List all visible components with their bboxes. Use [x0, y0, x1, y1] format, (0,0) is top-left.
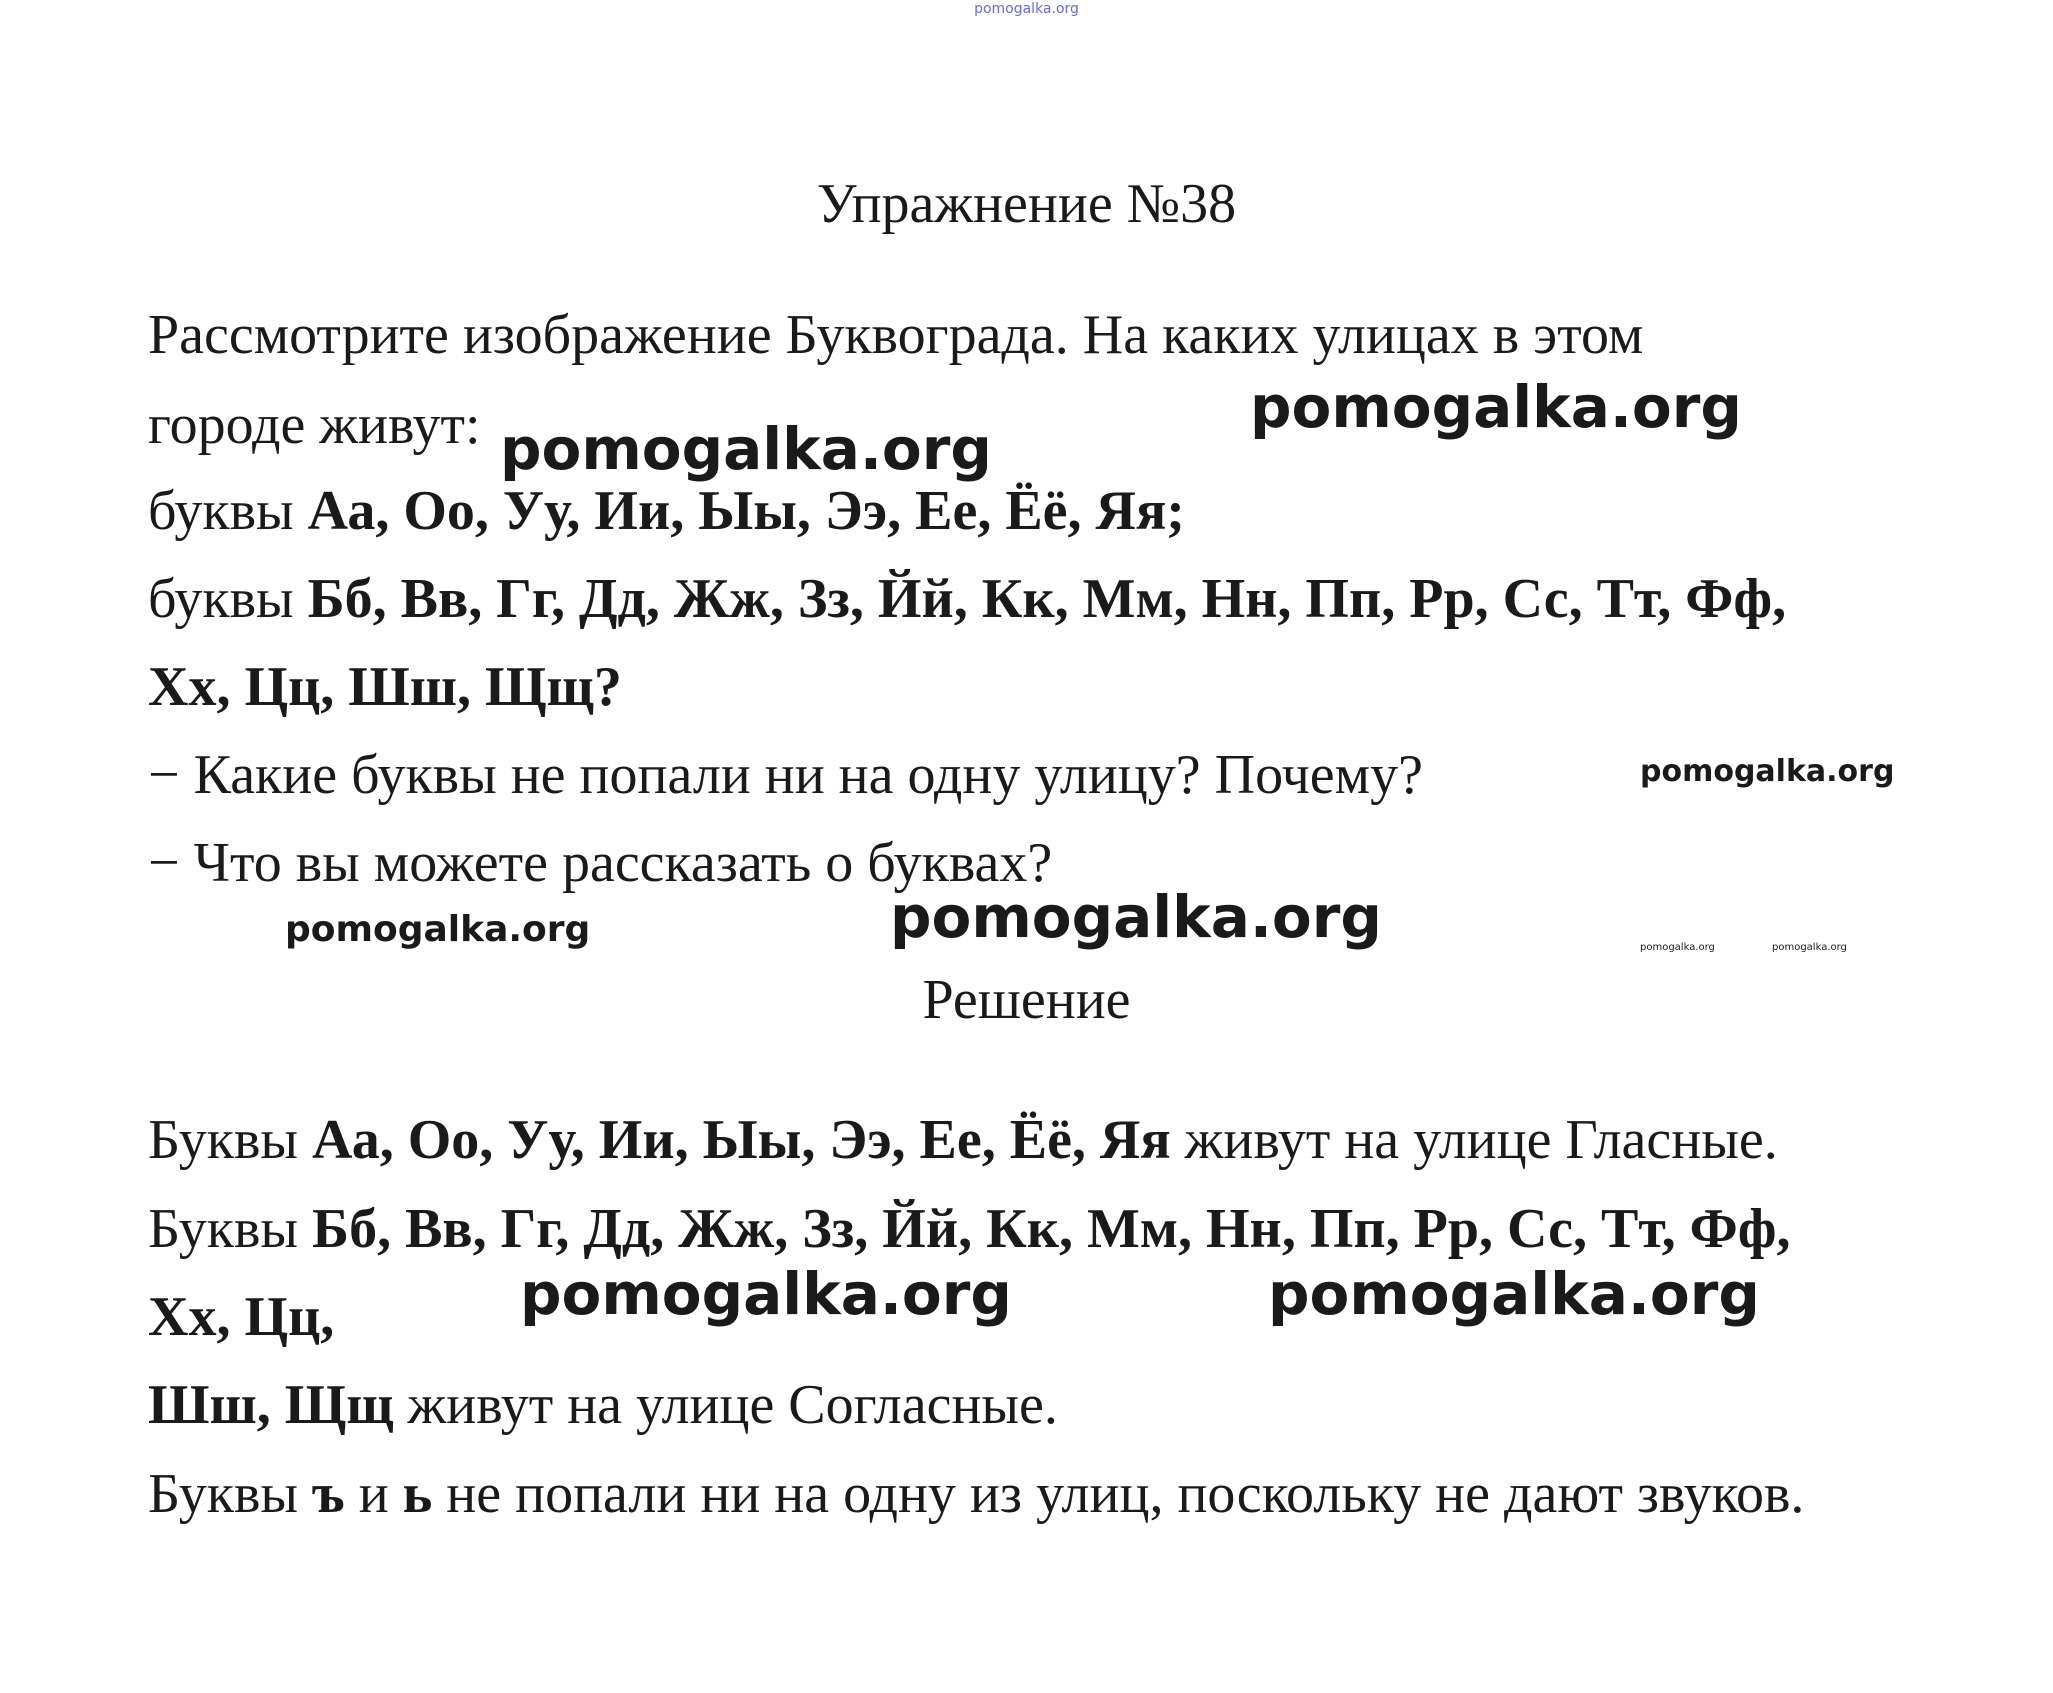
page-title: Упражнение №38 [816, 173, 1237, 235]
task-line-1: Рассмотрите изображение Буквограда. На каких улицах в этом [148, 304, 1644, 366]
task-consonants-list-1: Бб, Вв, Гг, Дд, Жж, Зз, Йй, Кк, Мм, Нн, Пп, Рр, Сс, Тт, Фф, [307, 568, 1787, 630]
watermark-7: pomogalka.org [1772, 942, 1847, 953]
watermark-6: pomogalka.org [1640, 942, 1715, 953]
watermark-3: pomogalka.org [1640, 754, 1895, 789]
task-question-2: − Что вы можете рассказать о буквах? [148, 832, 1053, 894]
solution-signs-prefix: Буквы [148, 1463, 313, 1525]
solution-vowels-suffix: живут на улице Гласные. [1170, 1109, 1778, 1171]
solution-consonants-line-3 [148, 1374, 1058, 1436]
watermark-4: pomogalka.org [285, 909, 591, 950]
hard-sign: ъ [312, 1463, 345, 1525]
watermark-8: pomogalka.org [520, 1260, 1012, 1328]
soft-sign: ь [402, 1463, 433, 1525]
solution-consonants-list-3: Шш, Щщ [148, 1374, 394, 1436]
watermark-1: pomogalka.org [1250, 373, 1742, 441]
solution-vowels-line [148, 1109, 1778, 1171]
solution-consonants-line-1 [148, 1198, 1791, 1260]
solution-vowels-prefix: Буквы [148, 1109, 313, 1171]
task-vowels-line [148, 480, 1185, 542]
task-vowels-list: Аа, Оо, Уу, Ии, Ыы, Ээ, Ее, Ёё, Яя; [307, 480, 1185, 542]
watermark-5: pomogalka.org [890, 883, 1382, 951]
watermark-2: pomogalka.org [500, 415, 992, 483]
task-question-1: − Какие буквы не попали ни на одну улицу? Почему? [148, 744, 1423, 806]
solution-signs-conj: и [344, 1463, 403, 1525]
solution-vowels-list: Аа, Оо, Уу, Ии, Ыы, Ээ, Ее, Ёё, Яя [312, 1109, 1171, 1171]
header-watermark: pomogalka.org [974, 1, 1079, 17]
solution-consonants-list-2: Хх, Цц, [148, 1286, 335, 1348]
solution-signs-suffix: не попали ни на одну из улиц, поскольку не дают звуков. [432, 1463, 1805, 1525]
task-consonants-prefix: буквы [148, 568, 308, 630]
solution-signs-line [148, 1463, 1805, 1525]
task-line-2: городе живут: [148, 394, 481, 456]
task-consonants-line-1 [148, 568, 1787, 630]
task-consonants-line-2 [148, 656, 622, 718]
solution-consonants-suffix: живут на улице Согласные. [393, 1374, 1058, 1436]
solution-consonants-prefix: Буквы [148, 1198, 313, 1260]
task-vowels-prefix: буквы [148, 480, 308, 542]
solution-heading: Решение [922, 969, 1131, 1031]
solution-consonants-line-2 [148, 1286, 335, 1348]
task-consonants-list-2: Хх, Цц, Шш, Щщ? [148, 656, 622, 718]
solution-consonants-list-1: Бб, Вв, Гг, Дд, Жж, Зз, Йй, Кк, Мм, Нн, Пп, Рр, Сс, Тт, Фф, [312, 1198, 1791, 1260]
watermark-9: pomogalka.org [1268, 1260, 1760, 1328]
